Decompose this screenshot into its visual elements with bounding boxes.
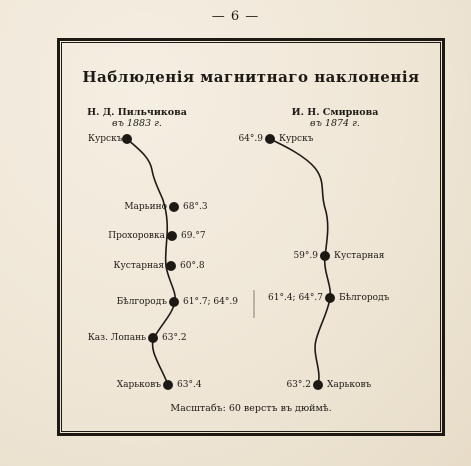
station-dot-right-kustarnaya bbox=[320, 251, 330, 261]
right-station-name: Кустарная bbox=[334, 251, 385, 261]
left-station-value: 63°.2 bbox=[162, 333, 187, 343]
right-route-line bbox=[270, 139, 330, 385]
right-station-name: Харьковъ bbox=[327, 380, 372, 390]
left-station-value: 61°.7; 64°.9 bbox=[183, 297, 238, 307]
station-dot-left-prokhorovka bbox=[167, 231, 177, 241]
right-station-name: Бѣлгородъ bbox=[339, 293, 390, 303]
diagram-title: Наблюденія магнитнаго наклоненія bbox=[82, 68, 420, 86]
right-station-value: 63°.2 bbox=[286, 380, 311, 390]
station-dot-left-belgorod bbox=[169, 297, 179, 307]
station-dot-left-kaz-lopan bbox=[148, 333, 158, 343]
left-observer-name: Н. Д. Пильчикова bbox=[87, 107, 187, 118]
left-station-name: Марьино bbox=[124, 202, 167, 212]
scale-note: Масштабъ: 60 верстъ въ дюймѣ. bbox=[170, 403, 332, 414]
left-observer-year: въ 1883 г. bbox=[112, 118, 162, 129]
left-station-value: 60°.8 bbox=[180, 261, 205, 271]
right-station-value: 59°.9 bbox=[293, 251, 318, 261]
station-dot-right-kharkov bbox=[313, 380, 323, 390]
station-dot-left-kharkov bbox=[163, 380, 173, 390]
page-number: — 6 — bbox=[211, 9, 260, 24]
right-observer-year: въ 1874 г. bbox=[310, 118, 360, 129]
left-station-name: Кустарная bbox=[113, 261, 164, 271]
left-station-value: 63°.4 bbox=[177, 380, 202, 390]
left-station-name: Харьковъ bbox=[116, 380, 161, 390]
right-observer-name: И. Н. Смирнова bbox=[291, 107, 379, 118]
left-station-name: Курскъ bbox=[88, 134, 123, 144]
left-station-name: Бѣлгородъ bbox=[116, 297, 167, 307]
left-station-name: Каз. Лопань bbox=[87, 333, 146, 343]
right-station-name: Курскъ bbox=[279, 134, 314, 144]
station-dot-left-kursk bbox=[122, 134, 132, 144]
left-station-value: 69.°7 bbox=[181, 231, 206, 241]
left-station-name: Прохоровка bbox=[108, 231, 165, 241]
right-station-value: 61°.4; 64°.7 bbox=[268, 293, 323, 303]
station-dot-left-kustarnaya bbox=[166, 261, 176, 271]
station-dot-right-kursk bbox=[265, 134, 275, 144]
station-dot-left-maryino bbox=[169, 202, 179, 212]
right-station-value: 64°.9 bbox=[238, 134, 263, 144]
station-dot-right-belgorod bbox=[325, 293, 335, 303]
left-station-value: 68°.3 bbox=[183, 202, 208, 212]
